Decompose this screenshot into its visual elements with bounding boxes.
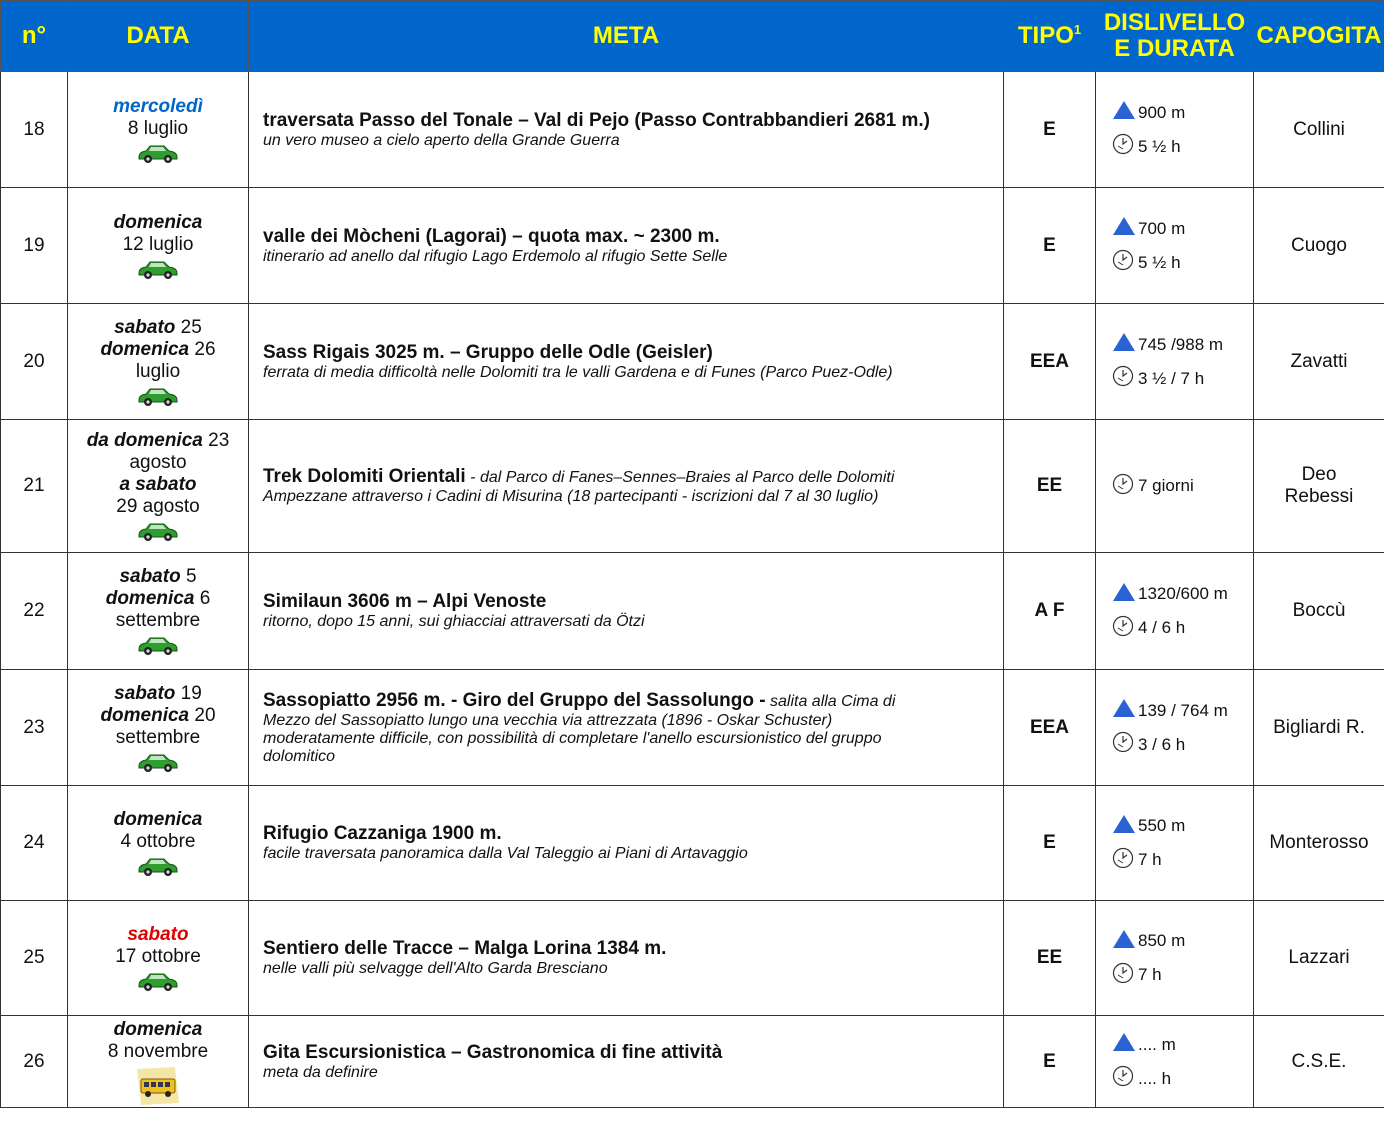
car-icon: [136, 972, 180, 992]
ascent-triangle-icon: [1112, 698, 1136, 718]
date-line: [68, 212, 248, 234]
table-row: [1, 670, 1384, 786]
destination-description: Mezzo del Sassopiatto lungo una vecchia via attrezzata (1896 - Oskar Schuster): [263, 711, 833, 729]
destination-title: Trek Dolomiti Orientali: [263, 466, 466, 487]
weekday: da domenica: [86, 430, 203, 451]
duration-value: 7 h: [1138, 965, 1162, 984]
weekday: sabato: [114, 682, 176, 704]
bus-icon: [135, 1067, 181, 1105]
date-text: settembre: [115, 726, 201, 748]
header-n: n°: [1, 1, 68, 72]
row-number: 24: [1, 786, 68, 901]
duration-value: 4 / 6 h: [1138, 618, 1186, 637]
trip-leader: Monterosso: [1254, 786, 1384, 901]
difficulty-type: A F: [1004, 553, 1096, 670]
ascent-triangle-icon: [1112, 332, 1136, 352]
destination-title: Sentiero delle Tracce – Malga Lorina 1384 m.: [263, 938, 667, 959]
date-text: agosto: [129, 452, 187, 473]
car-icon: [136, 522, 180, 542]
trip-leader: [1254, 420, 1384, 553]
date-line: [68, 809, 248, 831]
date-cell: [68, 901, 249, 1016]
table-row: [1, 553, 1384, 670]
clock-icon: [1112, 133, 1134, 155]
car-icon: [136, 857, 180, 877]
date-line: [68, 339, 248, 361]
destination-description: moderatamente difficile, con possibilità di completare l'anello escursionistico del gruppo: [263, 729, 882, 747]
date-text: 29 agosto: [116, 496, 200, 517]
table-row: [1, 420, 1384, 553]
date-text: 4 ottobre: [120, 831, 196, 852]
weekday: domenica: [113, 211, 203, 233]
date-cell: [68, 670, 249, 786]
table-row: [1, 72, 1384, 188]
date-cell: [68, 188, 249, 304]
header-data: DATA: [68, 1, 249, 72]
destination-title: Sass Rigais 3025 m. – Gruppo delle Odle (Geisler): [263, 341, 713, 363]
ascent-value: .... m: [1138, 1034, 1176, 1054]
car-icon: [136, 144, 180, 164]
ascent-value: 745 /988 m: [1138, 334, 1224, 354]
destination-description: Ampezzane attraverso i Cadini di Misurina (18 partecipanti - iscrizioni dal 7 al 30 luglio): [263, 488, 879, 505]
difficulty-type: EE: [1004, 420, 1096, 553]
weekday: a sabato: [119, 474, 197, 495]
row-number: 21: [1, 420, 68, 553]
date-text: 17 ottobre: [115, 946, 201, 967]
date-line: [68, 610, 248, 632]
destination-cell: [249, 553, 1004, 670]
table-row: [1, 786, 1384, 901]
weekday: domenica: [100, 704, 190, 726]
date-cell: [68, 786, 249, 901]
date-text: 8 novembre: [107, 1040, 209, 1062]
destination-description: dolomitico: [263, 747, 336, 765]
header-capogita: CAPOGITA: [1254, 1, 1384, 72]
ascent-duration-cell: [1096, 1016, 1254, 1108]
trip-leader-line: Deo: [1301, 464, 1337, 485]
destination-cell: [249, 188, 1004, 304]
row-number: 18: [1, 72, 68, 188]
difficulty-type: E: [1004, 72, 1096, 188]
destination-description: facile traversata panoramica dalla Val Taleggio ai Piani di Artavaggio: [263, 845, 748, 862]
destination-title: Gita Escursionistica – Gastronomica di fine attività: [263, 1041, 723, 1063]
destination-cell: [249, 786, 1004, 901]
ascent-duration-cell: [1096, 901, 1254, 1016]
date-line: [68, 1019, 248, 1041]
destination-cell: [249, 304, 1004, 420]
trip-leader: Collini: [1254, 72, 1384, 188]
clock-icon: [1112, 731, 1134, 753]
duration-value: 5 ½ h: [1138, 252, 1181, 272]
car-icon: [136, 636, 180, 656]
date-line: [68, 430, 248, 452]
weekday: sabato: [127, 924, 189, 945]
date-line: [68, 566, 248, 588]
duration-value: 3 / 6 h: [1138, 734, 1186, 754]
table-row: [1, 304, 1384, 420]
duration-value: .... h: [1138, 1068, 1172, 1088]
ascent-duration-cell: [1096, 553, 1254, 670]
destination-title: valle dei Mòcheni (Lagorai) – quota max. ~ 2300 m.: [263, 225, 720, 247]
row-number: 25: [1, 901, 68, 1016]
date-text: settembre: [115, 610, 201, 631]
trip-leader-line: Rebessi: [1284, 486, 1354, 507]
ascent-duration-cell: [1096, 72, 1254, 188]
date-text: 26: [189, 338, 216, 360]
destination-subtitle: - dal Parco di Fanes–Sennes–Braies al Parco delle Dolomiti: [465, 469, 895, 486]
row-number: 19: [1, 188, 68, 304]
duration-value: 7 h: [1138, 850, 1162, 869]
date-line: [68, 496, 248, 518]
date-line: [68, 452, 248, 474]
clock-icon: [1112, 1065, 1134, 1087]
date-text: luglio: [135, 360, 181, 382]
destination-description: nelle valli più selvagge dell'Alto Garda Bresciano: [263, 960, 608, 977]
header-dislivello: DISLIVELLO E DURATA: [1096, 1, 1254, 72]
date-line: [68, 234, 248, 256]
date-line: [68, 831, 248, 853]
weekday: domenica: [105, 588, 195, 609]
header-tipo: TIPO$^1$: [1004, 1, 1096, 72]
ascent-triangle-icon: [1112, 216, 1136, 236]
clock-icon: [1112, 365, 1134, 387]
destination-title: Rifugio Cazzaniga 1900 m.: [263, 823, 502, 844]
destination-cell: [249, 420, 1004, 553]
weekday: sabato: [114, 316, 176, 338]
difficulty-type: E: [1004, 786, 1096, 901]
difficulty-type: EEA: [1004, 670, 1096, 786]
trip-leader: Zavatti: [1254, 304, 1384, 420]
date-line: [68, 96, 248, 118]
weekday: mercoledì: [113, 95, 203, 117]
weekday: domenica: [100, 338, 190, 360]
clock-icon: [1112, 615, 1134, 637]
date-line: [68, 1041, 248, 1063]
duration-value: 7 giorni: [1138, 476, 1194, 495]
destination-cell: [249, 901, 1004, 1016]
destination-title: Sassopiatto 2956 m. - Giro del Gruppo del Sassolungo -: [263, 689, 766, 711]
trip-leader: Bigliardi R.: [1254, 670, 1384, 786]
difficulty-type: EEA: [1004, 304, 1096, 420]
ascent-triangle-icon: [1112, 929, 1136, 949]
destination-subtitle: salita alla Cima di: [765, 692, 896, 710]
date-cell: [68, 72, 249, 188]
ascent-value: 1320/600 m: [1138, 584, 1228, 603]
destination-description: ferrata di media difficoltà nelle Dolomiti tra le valli Gardena e di Funes (Parco Puez-Odle): [263, 363, 893, 381]
row-number: 20: [1, 304, 68, 420]
date-text: 6: [194, 588, 211, 609]
footnote-marker: 1: [1073, 21, 1082, 37]
date-cell: [68, 553, 249, 670]
destination-description: ritorno, dopo 15 anni, sui ghiacciai attraversati da Ötzi: [263, 613, 645, 630]
date-line: [68, 317, 248, 339]
date-text: 25: [175, 316, 202, 338]
row-number: 22: [1, 553, 68, 670]
date-line: [68, 705, 248, 727]
date-cell: [68, 420, 249, 553]
clock-icon: [1112, 847, 1134, 869]
ascent-duration-cell: [1096, 786, 1254, 901]
difficulty-type: E: [1004, 1016, 1096, 1108]
table-row: [1, 1016, 1384, 1108]
car-icon: [136, 260, 180, 280]
row-number: 26: [1, 1016, 68, 1108]
date-text: 8 luglio: [127, 117, 189, 139]
ascent-value: 139 / 764 m: [1138, 700, 1228, 720]
destination-title: traversata Passo del Tonale – Val di Pejo (Passo Contrabbandieri 2681 m.): [263, 109, 931, 131]
destination-cell: [249, 1016, 1004, 1108]
ascent-value: 700 m: [1138, 218, 1186, 238]
date-text: 5: [180, 566, 197, 587]
date-line: [68, 118, 248, 140]
ascent-triangle-icon: [1112, 100, 1136, 120]
clock-icon: [1112, 962, 1134, 984]
header-meta: META: [249, 1, 1004, 72]
table-row: [1, 188, 1384, 304]
ascent-duration-cell: [1096, 670, 1254, 786]
destination-cell: [249, 72, 1004, 188]
header-row: [1, 1, 1384, 72]
ascent-value: 900 m: [1138, 102, 1186, 122]
ascent-duration-cell: [1096, 420, 1254, 553]
ascent-duration-cell: [1096, 188, 1254, 304]
clock-icon: [1112, 249, 1134, 271]
destination-description: meta da definire: [263, 1063, 378, 1081]
duration-value: 3 ½ / 7 h: [1138, 368, 1205, 388]
difficulty-type: EE: [1004, 901, 1096, 1016]
date-line: [68, 924, 248, 946]
row-number: 23: [1, 670, 68, 786]
trip-leader: Cuogo: [1254, 188, 1384, 304]
destination-description: un vero museo a cielo aperto della Grande Guerra: [263, 131, 620, 149]
date-cell: [68, 304, 249, 420]
ascent-triangle-icon: [1112, 1032, 1136, 1052]
weekday: sabato: [119, 566, 181, 587]
destination-title: Similaun 3606 m – Alpi Venoste: [263, 591, 547, 612]
destination-description: itinerario ad anello dal rifugio Lago Erdemolo al rifugio Sette Selle: [263, 247, 728, 265]
car-icon: [136, 387, 180, 407]
weekday: domenica: [113, 1018, 203, 1040]
ascent-value: 850 m: [1138, 931, 1186, 950]
date-line: [68, 727, 248, 749]
date-line: [68, 588, 248, 610]
ascent-duration-cell: [1096, 304, 1254, 420]
ascent-triangle-icon: [1112, 814, 1136, 834]
date-cell: [68, 1016, 249, 1108]
duration-value: 5 ½ h: [1138, 136, 1181, 156]
date-line: [68, 946, 248, 968]
date-line: [68, 361, 248, 383]
date-text: 12 luglio: [122, 233, 194, 255]
table-row: [1, 901, 1384, 1016]
destination-cell: [249, 670, 1004, 786]
difficulty-type: E: [1004, 188, 1096, 304]
car-icon: [136, 753, 180, 773]
ascent-triangle-icon: [1112, 582, 1136, 602]
date-line: [68, 474, 248, 496]
trip-leader: C.S.E.: [1254, 1016, 1384, 1108]
date-text: 19: [175, 682, 202, 704]
trip-leader: Boccù: [1254, 553, 1384, 670]
date-text: 23: [202, 430, 230, 451]
weekday: domenica: [113, 809, 203, 830]
ascent-value: 550 m: [1138, 816, 1186, 835]
trip-leader: Lazzari: [1254, 901, 1384, 1016]
date-text: 20: [189, 704, 216, 726]
clock-icon: [1112, 473, 1134, 495]
date-line: [68, 683, 248, 705]
